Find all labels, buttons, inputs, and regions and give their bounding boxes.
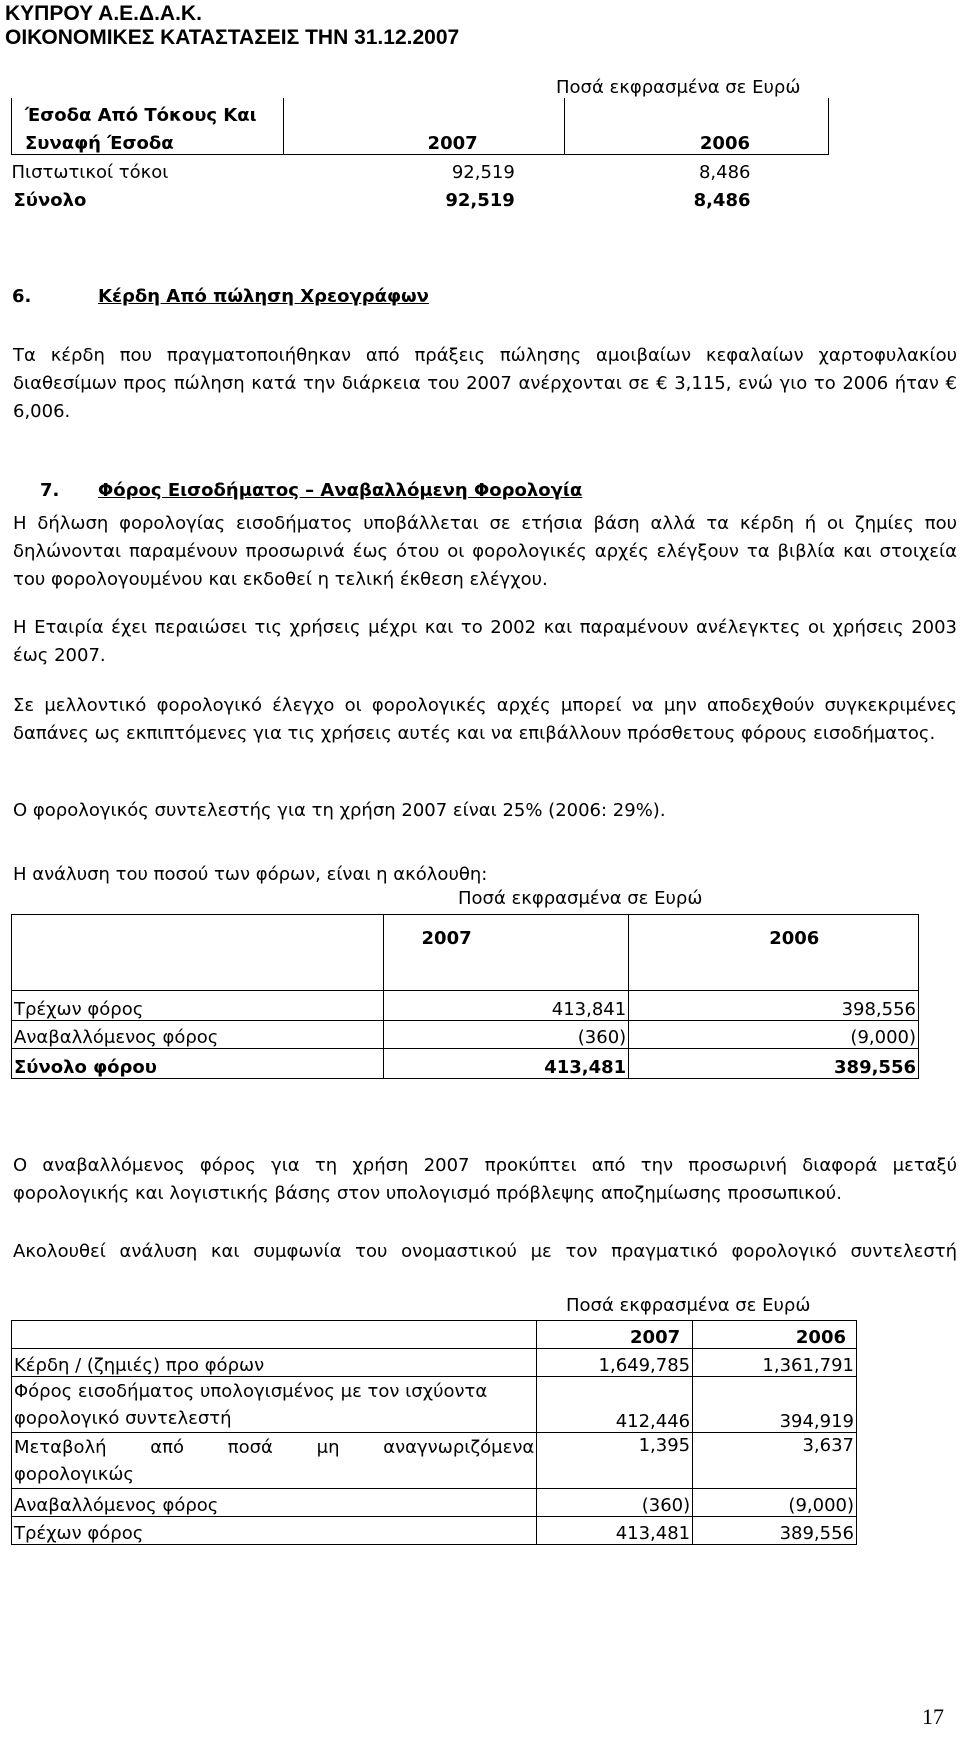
recon-row-2006: 389,556	[693, 1517, 857, 1545]
section7-paragraph-3: Σε μελλοντικό φορολογικό έλεγχο οι φορολογικές αρχές μπορεί να μην αποδεχθούν συγκεκριμένες δαπάνες ως εκπιπτόμενες για τις χρήσεις αυτές και να επιβάλλουν πρόσθετους φόρους εισοδήματος.	[13, 695, 957, 744]
tax-table	[11, 914, 919, 1079]
section6-number: 6.	[12, 286, 32, 307]
deferred-tax-paragraph: Ο αναβαλλόμενος φόρος για τη χρήση 2007 προκύπτει από την προσωρινή διαφορά μεταξύ φορολογικής και λογιστικής βάσης στον υπολογισμό πρόβλεψης αποζημίωσης προσωπικού.	[13, 1155, 957, 1204]
row-label: Πιστωτικοί τόκοι	[11, 162, 169, 183]
recon-row-2007: 1,649,785	[537, 1349, 693, 1377]
recon-row-label	[12, 1433, 537, 1489]
section7-paragraph-2: Η Εταιρία έχει περαιώσει τις χρήσεις μέχρι και το 2002 και παραμένουν ανέλεγκτες οι χρήσεις 2003 έως 2007.	[13, 617, 957, 666]
recon-row-2006: (9,000)	[693, 1489, 857, 1517]
recon-row-2006: 3,637	[693, 1433, 857, 1489]
label-line1: Μεταβολή από ποσά μη αναγνωριζόμενα	[14, 1437, 535, 1458]
section7-paragraph-1: Η δήλωση φορολογίας εισοδήματος υποβάλλεται σε ετήσια βάση αλλά τα κέρδη ή οι ζημίες που δηλώνονται παραμένουν προσωρινά έως ότου οι φορολογικές αρχές ελέγξουν τα βιβλία και στοιχεία του φορολογουμένου και εκδοθεί η τελική έκθεση ελέγχου.	[13, 513, 957, 590]
row-value-2006: 8,486	[698, 162, 751, 183]
section7-paragraph-5: Η ανάλυση του ποσού των φόρων, είναι η ακόλουθη:	[13, 864, 488, 885]
recon-row-2007: 413,481	[537, 1517, 693, 1545]
section6-paragraph: Τα κέρδη που πραγματοποιήθηκαν από πράξεις πώλησης αμοιβαίων κεφαλαίων χαρτοφυλακίου διαθεσίμων προς πώληση κατά την διάρκεια του 2007 ανέρχονται σε € 3,115, ενώ γιο το 2006 ήταν € 6,006.	[13, 345, 957, 422]
recon-row-label	[12, 1377, 537, 1433]
reconciliation-table	[11, 1320, 857, 1545]
recon-row-2006: 1,361,791	[693, 1349, 857, 1377]
tax-row-2006: 398,556	[629, 991, 919, 1021]
document-title: ΟΙΚΟΝΟΜΙΚΕΣ ΚΑΤΑΣΤΑΣΕΙΣ ΤΗΝ 31.12.2007	[5, 26, 460, 49]
col-2007: 2007	[283, 126, 565, 155]
recon-row-2006: 394,919	[693, 1377, 857, 1433]
row-value-2007: 92,519	[451, 162, 515, 183]
recon-row-label: Κέρδη / (ζημιές) προ φόρων	[12, 1349, 537, 1377]
tax-total-label: Σύνολο φόρου	[12, 1049, 384, 1079]
section7-paragraph-4: Ο φορολογικός συντελεστής για τη χρήση 2007 είναι 25% (2006: 29%).	[13, 800, 666, 821]
tax-row-label: Τρέχων φόρος	[12, 991, 384, 1021]
tax-row-label: Αναβαλλόμενος φόρος	[12, 1021, 384, 1049]
recon-row-2007: (360)	[537, 1489, 693, 1517]
recon-col-2007: 2007	[537, 1321, 693, 1349]
tax-col-2007: 2007	[383, 915, 629, 949]
tax-row-2007: 413,841	[383, 991, 629, 1021]
label-line2: φορολογικώς	[14, 1464, 134, 1485]
tax-col-2006: 2006	[629, 915, 919, 949]
total-value-2006: 8,486	[693, 190, 751, 211]
recon-col-2006: 2006	[693, 1321, 857, 1349]
reconciliation-intro: Ακολουθεί ανάλυση και συμφωνία του ονομαστικού με τον πραγματικό φορολογικό συντελεστή	[13, 1241, 957, 1262]
label-line1: Φόρος εισοδήματος υπολογισμένος με τον ισχύοντα	[14, 1381, 488, 1402]
label-line2: φορολογικό συντελεστή	[14, 1408, 232, 1429]
interest-income-table	[11, 98, 829, 211]
recon-row-2007: 1,395	[537, 1433, 693, 1489]
tax-amounts-note: Ποσά εκφρασμένα σε Ευρώ	[458, 888, 703, 909]
recon-row-label: Αναβαλλόμενος φόρος	[12, 1489, 537, 1517]
page-number: 17	[922, 1704, 944, 1729]
col-2006: 2006	[565, 126, 829, 155]
tax-total-2007: 413,481	[383, 1049, 629, 1079]
total-value-2007: 92,519	[445, 190, 515, 211]
tax-row-2007: (360)	[383, 1021, 629, 1049]
tax-total-2006: 389,556	[629, 1049, 919, 1079]
section7-title: Φόρος Εισοδήματος – Αναβαλλόμενη Φορολογία	[98, 480, 583, 501]
recon-row-2007: 412,446	[537, 1377, 693, 1433]
section6-title: Κέρδη Από πώληση Χρεογράφων	[98, 286, 429, 307]
table-head-line2: Συναφή Έσοδα	[12, 126, 284, 155]
total-label: Σύνολο	[13, 190, 87, 211]
amounts-note: Ποσά εκφρασμένα σε Ευρώ	[556, 77, 801, 98]
tax-row-2006: (9,000)	[629, 1021, 919, 1049]
table-head-line1: Έσοδα Από Τόκους Και	[12, 98, 284, 126]
recon-amounts-note: Ποσά εκφρασμένα σε Ευρώ	[566, 1295, 811, 1316]
section7-number: 7.	[40, 480, 60, 501]
company-name: ΚΥΠΡΟΥ Α.Ε.Δ.Α.Κ.	[5, 2, 202, 25]
recon-row-label: Τρέχων φόρος	[12, 1517, 537, 1545]
